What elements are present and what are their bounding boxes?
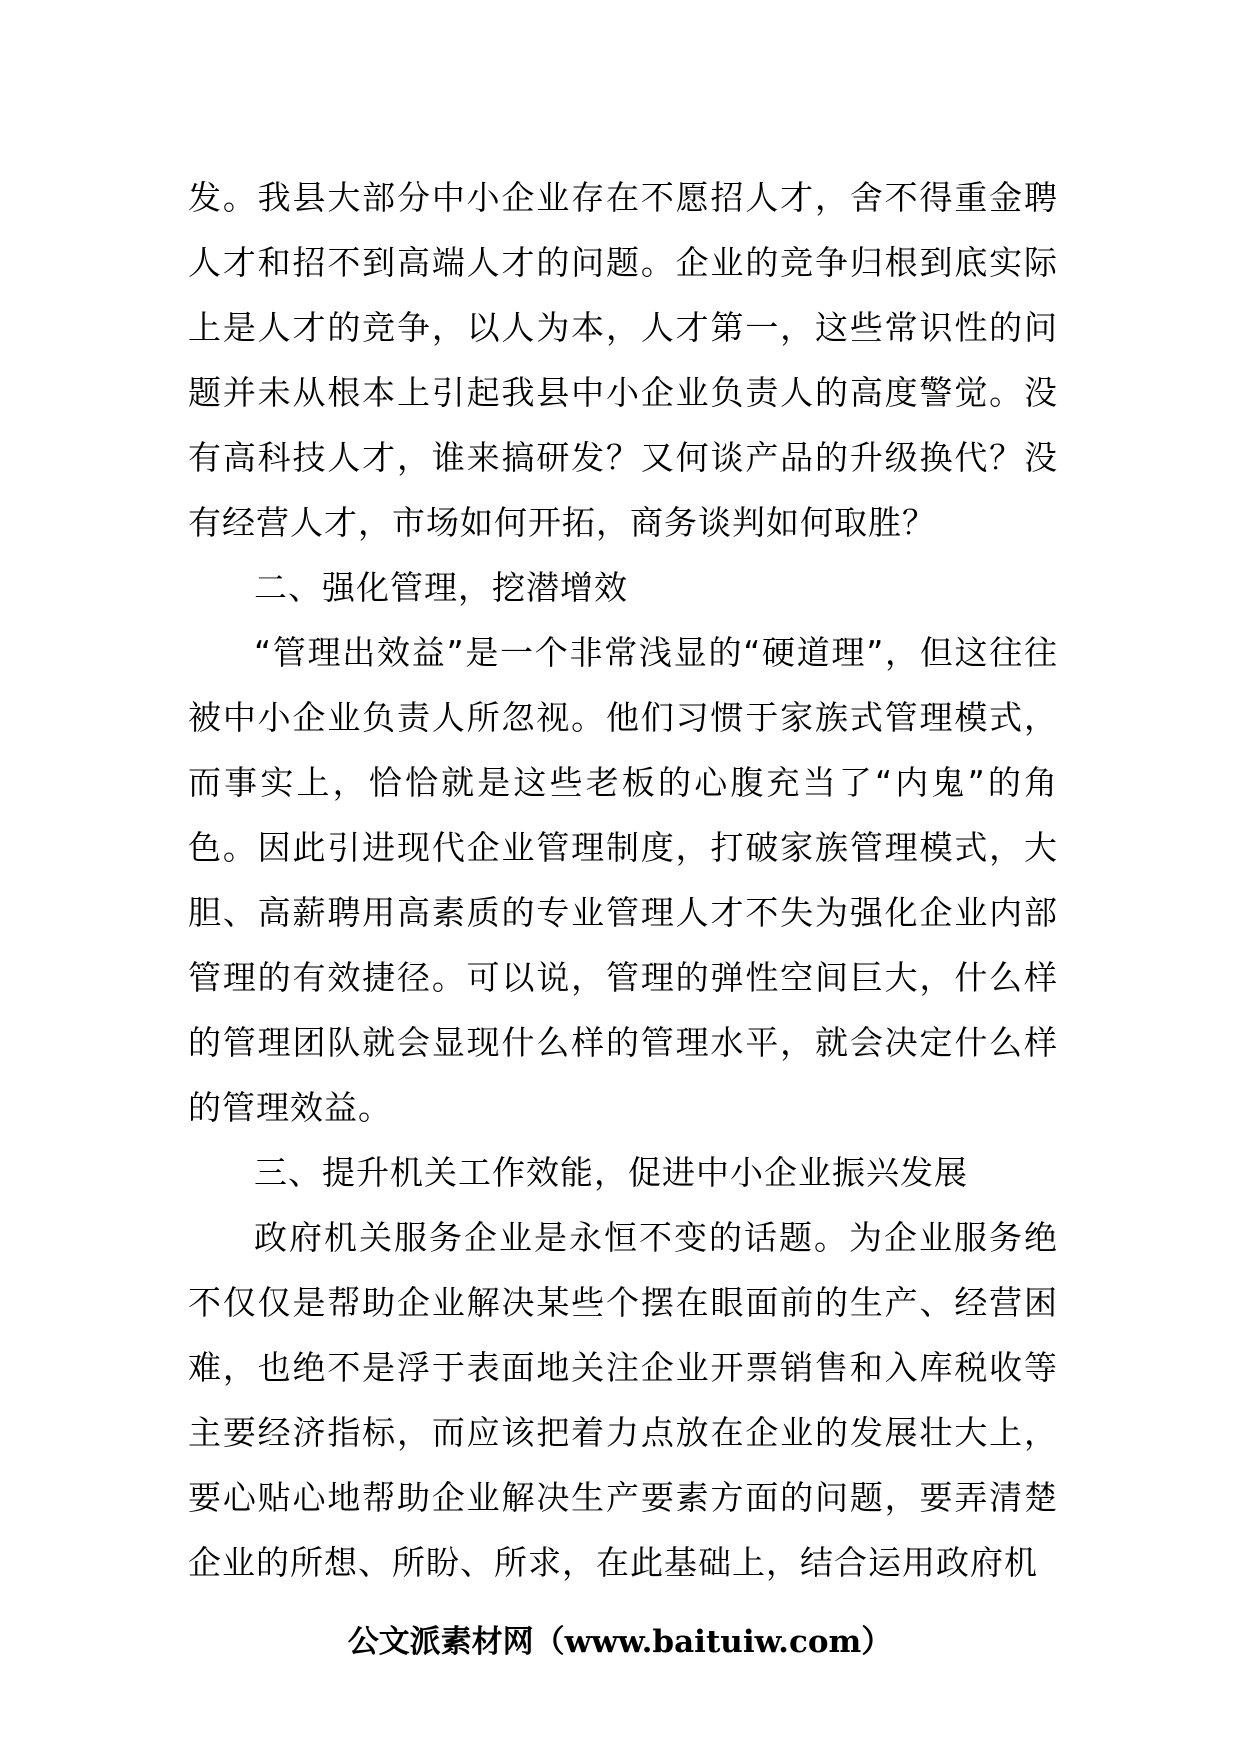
- page-footer: 公文派素材网（www.baituiw.com）: [347, 1624, 893, 1660]
- section-heading-3: 三、提升机关工作效能，促进中小企业振兴发展: [254, 1153, 968, 1192]
- document-body: [188, 165, 1058, 1595]
- paragraph-management: “管理出效益”是一个非常浅显的“硬道理”，但这往往被中小企业负责人所忽视。他们习惯于家族式管理模式，而事实上，恰恰就是这些老板的心腹充当了“内鬼”的角色。因此引进现代企业管理制度，打破家族管理模式，大胆、高薪聘用高素质的专业管理人才不失为强化企业内部管理的有效捷径。可以说，管理的弹性空间巨大，什么样的管理团队就会显现什么样的管理水平，就会决定什么样的管理效益。: [188, 633, 1058, 1127]
- section-heading-2: 二、强化管理，挖潜增效: [254, 568, 628, 607]
- paragraph-continuation: 发。我县大部分中小企业存在不愿招人才，舍不得重金聘人才和招不到高端人才的问题。企业的竞争归根到底实际上是人才的竞争，以人为本，人才第一，这些常识性的问题并未从根本上引起我县中小企业负责人的高度警觉。没有高科技人才，谁来搞研发？又何谈产品的升级换代？没有经营人才，市场如何开拓，商务谈判如何取胜？: [188, 178, 1058, 542]
- paragraph-government-service: 政府机关服务企业是永恒不变的话题。为企业服务绝不仅仅是帮助企业解决某些个摆在眼面前的生产、经营困难，也绝不是浮于表面地关注企业开票销售和入库税收等主要经济指标，而应该把着力点放在企业的发展壮大上，要心贴心地帮助企业解决生产要素方面的问题，要弄清楚企业的所想、所盼、所求，在此基础上，结合运用政府机: [188, 1218, 1058, 1582]
